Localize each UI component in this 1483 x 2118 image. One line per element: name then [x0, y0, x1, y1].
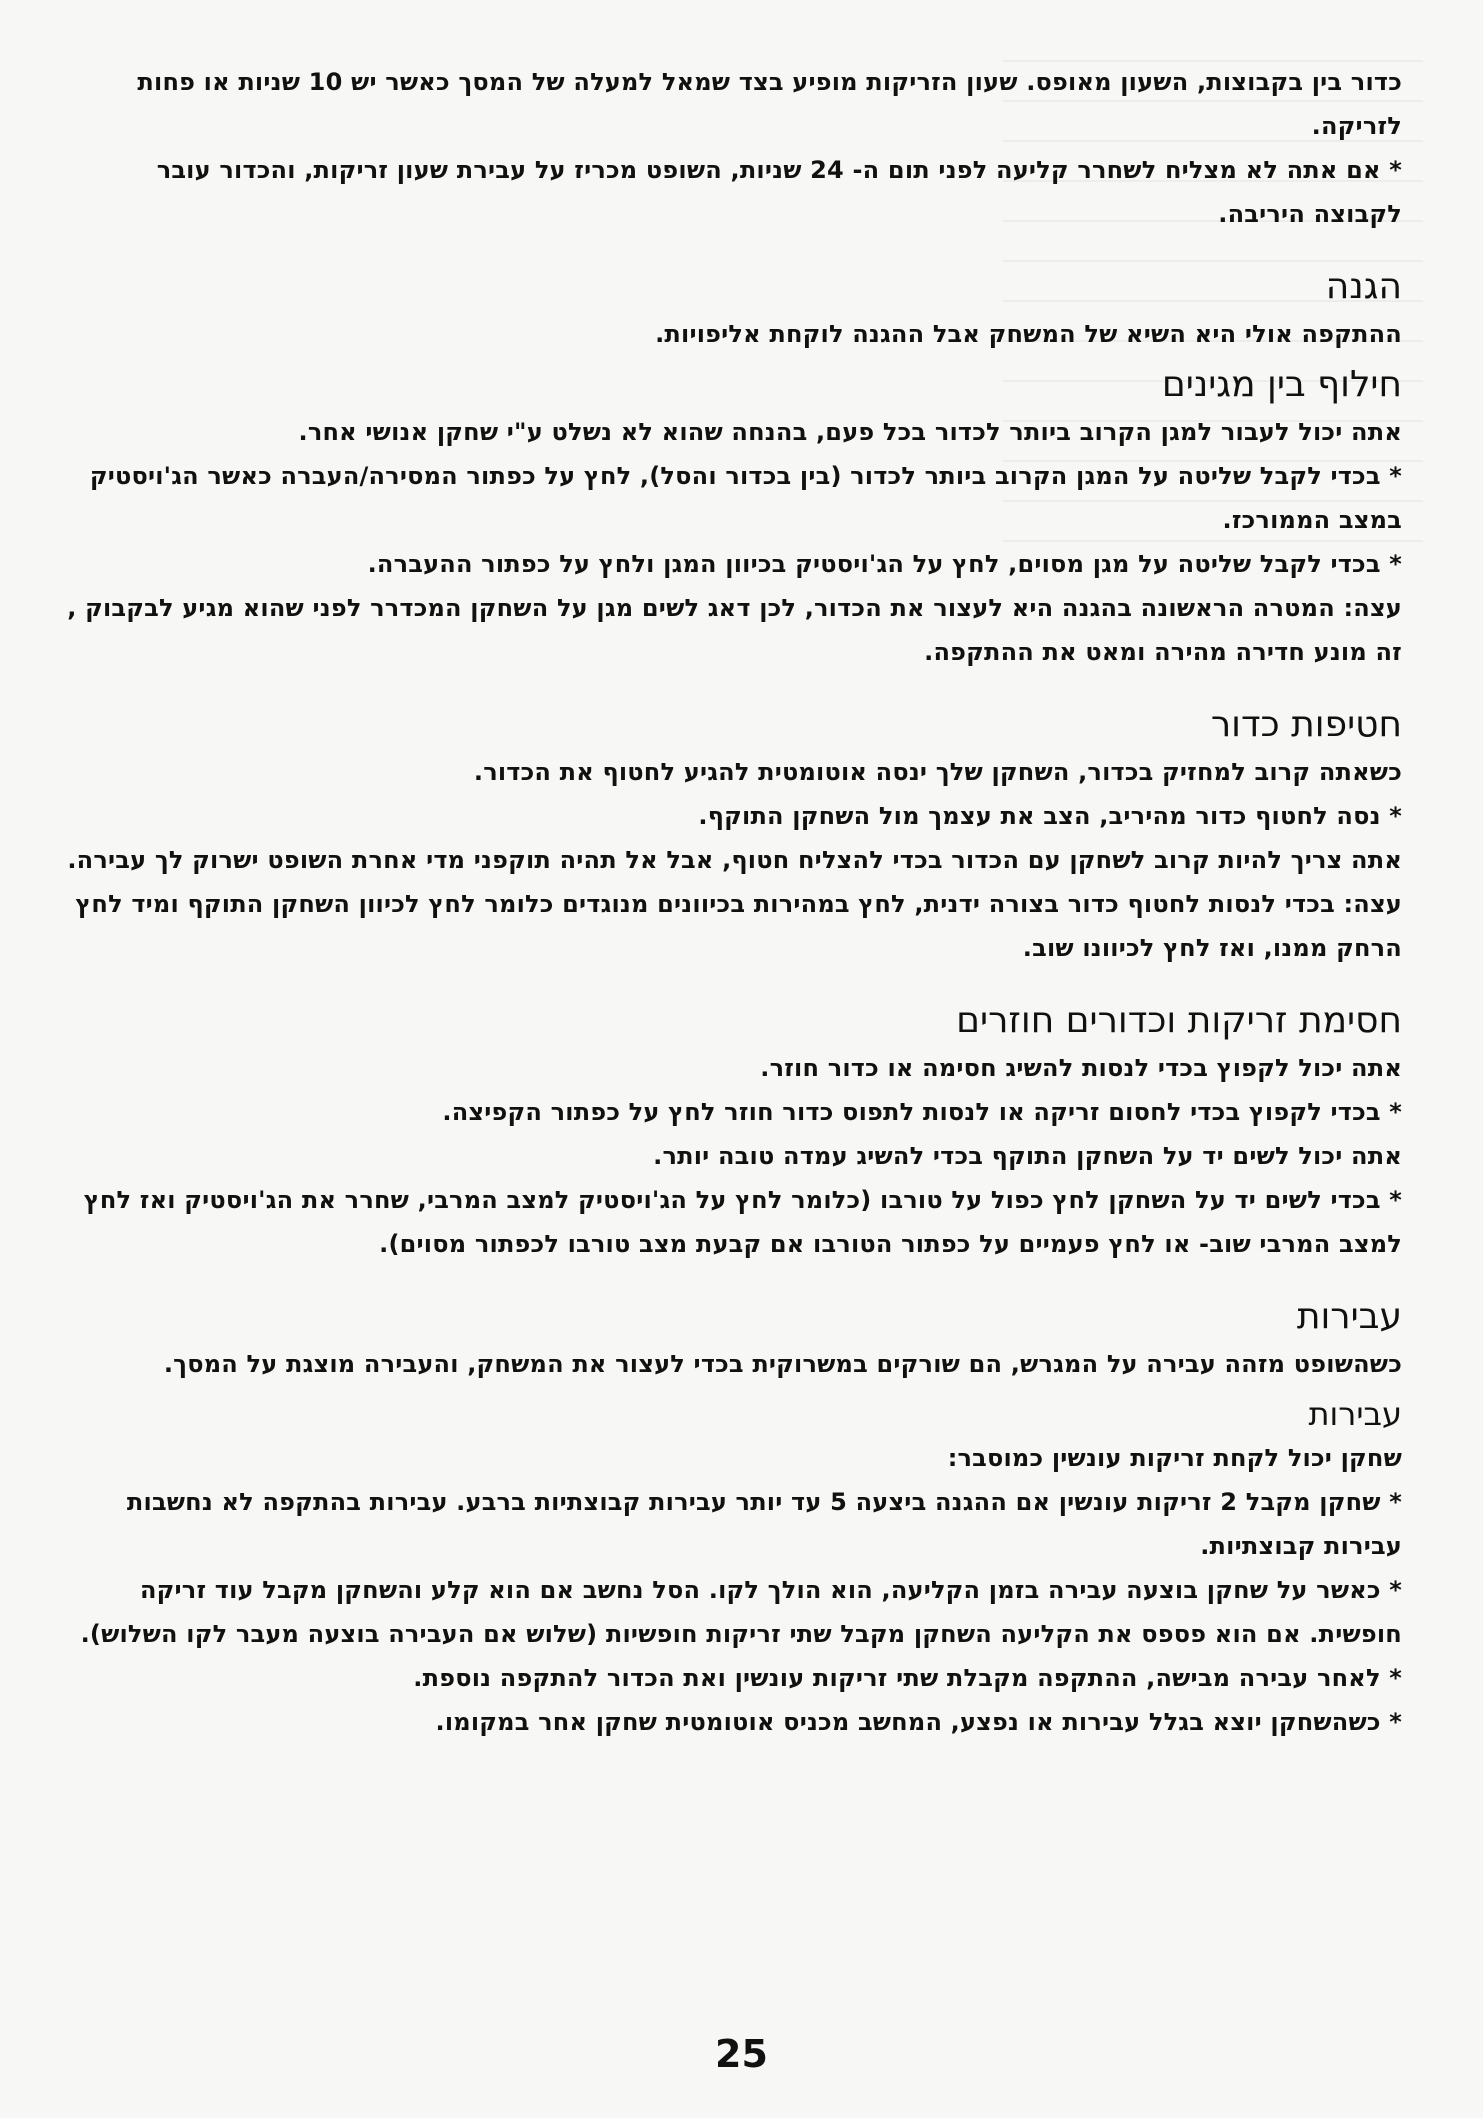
fouls-sub-paragraph: * שחקן מקבל 2 זריקות עונשין אם ההגנה ביצעה 5 עד יותר עבירות קבוצתיות ברבע. עבירות בהתקפה לא נחשבות עבירות קבוצתיות. — [126, 1488, 1402, 1560]
page-number: 25 — [715, 2032, 768, 2076]
steals-paragraph: אתה צריך להיות קרוב לשחקן עם הכדור בכדי להצליח חטוף, אבל אל תהיה תוקפני מדי אחרת השופט ישרוק לך עבירה. — [67, 846, 1402, 874]
blocks-paragraph: * בכדי לשים יד על השחקן לחץ כפול על טורבו (כלומר לחץ על הג'ויסטיק למצב המרבי, שחרר את הג'ויסטיק ואז לחץ למצב המרבי שוב- או לחץ פעמיים על כפתור הטורבו אם קבעת מצב טורבו לכפתור מסוים). — [83, 1186, 1402, 1258]
section-heading-defense: הגנה — [1325, 266, 1402, 307]
fouls-paragraph: כשהשופט מזהה עבירה על המגרש, הם שורקים במשרוקית בכדי לעצור את המשחק, והעבירה מוצגת על המסך. — [163, 1350, 1402, 1378]
fouls-sub-paragraph: * כשהשחקן יוצא בגלל עבירות או נפצע, המחשב מכניס אוטומטית שחקן אחר במקומו. — [435, 1708, 1402, 1736]
fouls-sub-paragraph: שחקן יכול לקחת זריקות עונשין כמוסבר: — [947, 1444, 1402, 1472]
switch-defenders-paragraph: * בכדי לקבל שליטה על מגן מסוים, לחץ על הג'ויסטיק בכיוון המגן ולחץ על כפתור ההעברה. — [367, 550, 1402, 578]
steals-paragraph: * נסה לחטוף כדור מהיריב, הצב את עצמך מול השחקן התוקף. — [698, 802, 1402, 830]
document-page — [62, 60, 1402, 1744]
switch-defenders-tip: עצה: המטרה הראשונה בהגנה היא לעצור את הכדור, לכן דאג לשים מגן על השחקן המכדרר לפני שהוא מגיע לבקבוק , זה מונע חדירה מהירה ומאט את ההתקפה. — [67, 594, 1402, 666]
blocks-paragraph: אתה יכול לשים יד על השחקן התוקף בכדי להשיג עמדה טובה יותר. — [653, 1142, 1402, 1170]
defense-paragraph: ההתקפה אולי היא השיא של המשחק אבל ההגנה לוקחת אליפויות. — [655, 320, 1402, 348]
section-heading-switch-defenders: חילוף בין מגינים — [1161, 364, 1402, 405]
section-heading-blocks-rebounds: חסימת זריקות וכדורים חוזרים — [956, 1000, 1402, 1041]
steals-tip: עצה: בכדי לנסות לחטוף כדור בצורה ידנית, לחץ במהירות בכיוונים מנוגדים כלומר לחץ לכיוון השחקן התוקף ומיד לחץ הרחק ממנו, ואז לחץ לכיוונו שוב. — [75, 890, 1402, 962]
section-heading-fouls: עבירות — [1296, 1296, 1402, 1337]
blocks-paragraph: * בכדי לקפוץ בכדי לחסום זריקה או לנסות לתפוס כדור חוזר לחץ על כפתור הקפיצה. — [442, 1098, 1402, 1126]
switch-defenders-paragraph: אתה יכול לעבור למגן הקרוב ביותר לכדור בכל פעם, בהנחה שהוא לא נשלט ע"י שחקן אנושי אחר. — [298, 418, 1402, 446]
blocks-paragraph: אתה יכול לקפוץ בכדי לנסות להשיג חסימה או כדור חוזר. — [760, 1054, 1402, 1082]
fouls-sub-paragraph: * כאשר על שחקן בוצעה עבירה בזמן הקליעה, הוא הולך לקו. הסל נחשב אם הוא קלע והשחקן מקבל עוד זריקה חופשית. אם הוא פספס את הקליעה השחקן מקבל שתי זריקות חופשיות (שלוש אם העבירה בוצעה מעבר לקו השלוש). — [80, 1576, 1402, 1648]
steals-paragraph: כשאתה קרוב למחזיק בכדור, השחקן שלך ינסה אוטומטית להגיע לחטוף את הכדור. — [473, 758, 1402, 786]
intro-paragraph-2: * אם אתה לא מצליח לשחרר קליעה לפני תום ה- 24 שניות, השופט מכריז על עבירת שעון זריקות, והכדור עובר לקבוצה היריבה. — [156, 156, 1402, 228]
switch-defenders-paragraph: * בכדי לקבל שליטה על המגן הקרוב ביותר לכדור (בין בכדור והסל), לחץ על כפתור המסירה/העברה כאשר הג'ויסטיק במצב הממורכז. — [89, 462, 1402, 534]
subsection-heading-fouls: עבירות — [1308, 1395, 1402, 1433]
intro-paragraph-1: כדור בין בקבוצות, השעון מאופס. שעון הזריקות מופיע בצד שמאל למעלה של המסך כאשר יש 10 שניות או פחות לזריקה. — [137, 68, 1402, 140]
fouls-sub-paragraph: * לאחר עבירה מבישה, ההתקפה מקבלת שתי זריקות עונשין ואת הכדור להתקפה נוספת. — [413, 1664, 1402, 1692]
section-heading-steals: חטיפות כדור — [1210, 704, 1402, 745]
